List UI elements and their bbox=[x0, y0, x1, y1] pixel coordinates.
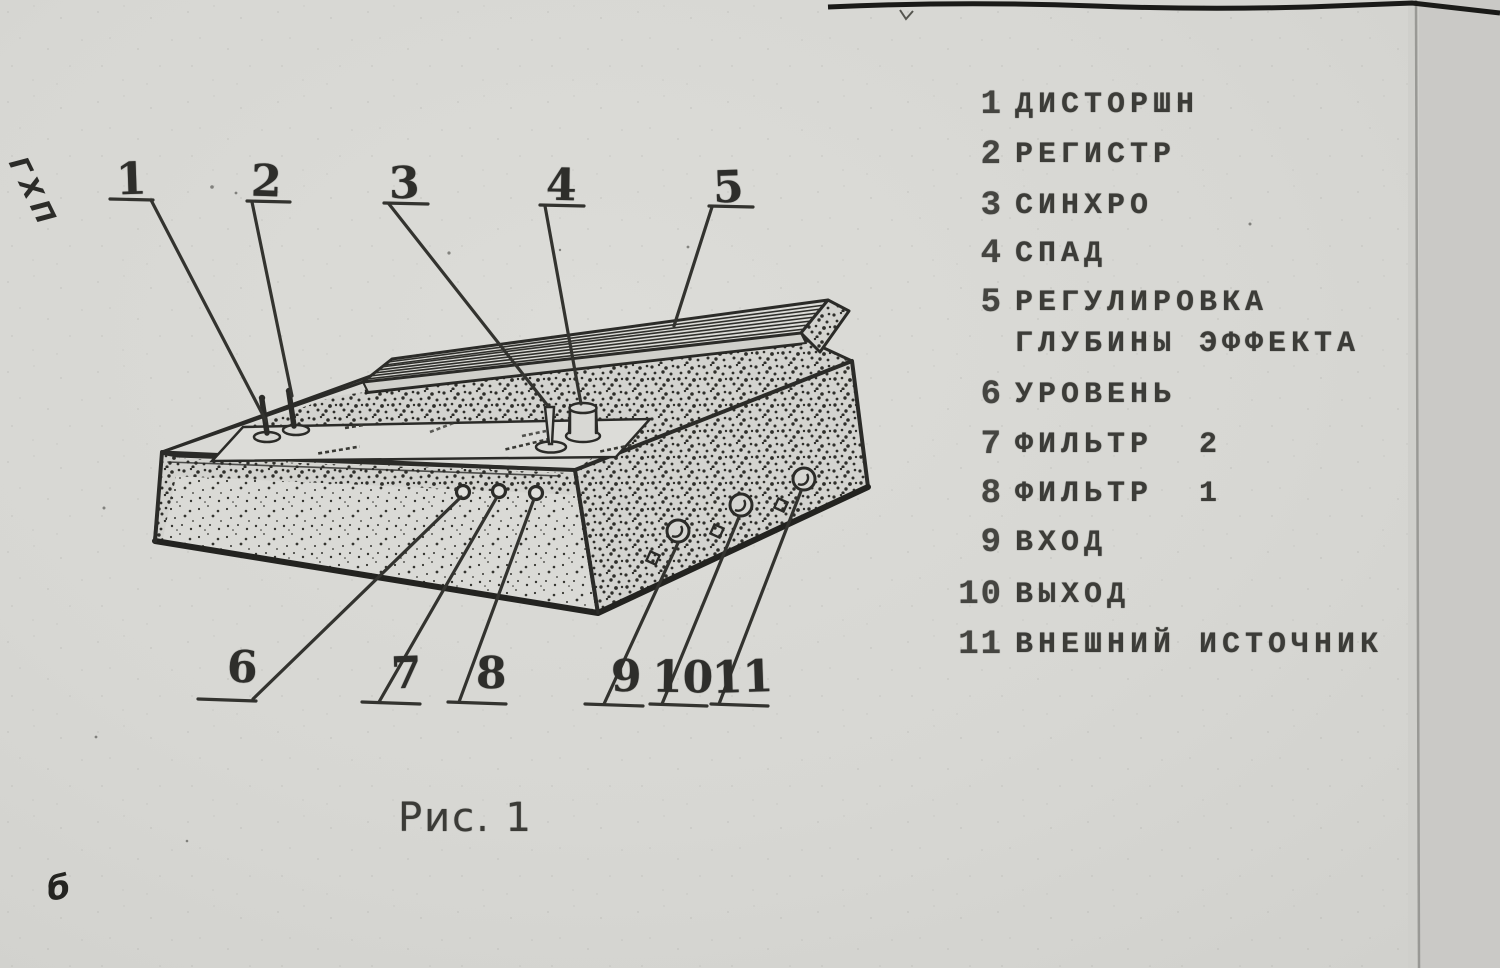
callout-number-4: 4 bbox=[545, 159, 578, 212]
legend-item-number: 11 bbox=[958, 626, 1003, 664]
legend-item-label: СИНХРО bbox=[1015, 189, 1154, 223]
legend-item-label-line2: ГЛУБИНЫ ЭФФЕКТА bbox=[1015, 327, 1361, 361]
legend-item-label: ДИСТОРШН bbox=[1015, 88, 1200, 122]
legend-item-label: ФИЛЬТР 1 bbox=[1015, 477, 1223, 511]
callout-7-bar bbox=[362, 702, 420, 704]
callout-8-bar bbox=[448, 702, 506, 704]
legend-item-label: СПАД bbox=[1015, 237, 1108, 271]
legend-row bbox=[945, 526, 1107, 567]
figure-caption: Рис. 1 bbox=[398, 795, 533, 841]
callout-number-9: 9 bbox=[610, 650, 643, 703]
legend-item-label: РЕГУЛИРОВКА bbox=[1015, 286, 1269, 320]
callout-number-3: 3 bbox=[388, 157, 421, 210]
callout-6-bar bbox=[198, 699, 256, 701]
legend-row bbox=[945, 286, 1360, 368]
hole-level-6 bbox=[457, 486, 470, 499]
legend-item-number: 5 bbox=[980, 284, 1003, 322]
legend-item-number: 7 bbox=[980, 426, 1003, 464]
callout-number-1: 1 bbox=[115, 153, 148, 206]
callout-number-11: 11 bbox=[711, 650, 775, 705]
callout-number-7: 7 bbox=[390, 647, 423, 700]
handwritten-page-number: б bbox=[44, 866, 73, 909]
legend-item-label: ВХОД bbox=[1015, 526, 1108, 560]
hole-filter1-8 bbox=[530, 487, 543, 500]
handwritten-note: ГХП bbox=[2, 152, 64, 234]
legend-row bbox=[945, 477, 1222, 518]
callout-number-6: 6 bbox=[226, 641, 259, 694]
callout-number-10: 10 bbox=[651, 651, 714, 704]
legend-item-number: 1 bbox=[980, 86, 1003, 124]
legend-row bbox=[945, 628, 1383, 669]
hole-filter2-7 bbox=[493, 485, 506, 498]
callout-number-5: 5 bbox=[712, 161, 745, 214]
legend-item-label: РЕГИСТР bbox=[1015, 138, 1177, 172]
legend-item-label: ФИЛЬТР 2 bbox=[1015, 428, 1223, 462]
legend-row bbox=[945, 428, 1222, 469]
callout-10-bar bbox=[650, 704, 707, 706]
legend-item-number: 4 bbox=[980, 235, 1003, 273]
legend-item-number: 2 bbox=[980, 136, 1003, 174]
legend-item-number: 3 bbox=[980, 187, 1003, 225]
legend-row bbox=[945, 88, 1199, 129]
legend-row bbox=[945, 578, 1130, 619]
callout-number-8: 8 bbox=[475, 647, 508, 700]
legend-row bbox=[945, 189, 1153, 230]
legend-row bbox=[945, 138, 1176, 179]
legend-row bbox=[945, 378, 1176, 419]
callout-number-2: 2 bbox=[250, 155, 283, 208]
legend-item-number: 6 bbox=[980, 376, 1003, 414]
legend-item-label: ВНЕШНИЙ ИСТОЧНИК bbox=[1015, 628, 1384, 662]
legend-item-label: УРОВЕНЬ bbox=[1015, 378, 1177, 412]
legend-item-number: 9 bbox=[980, 524, 1003, 562]
knob-switch-4 bbox=[566, 403, 600, 442]
legend-item-label: ВЫХОД bbox=[1015, 578, 1131, 612]
callout-9-bar bbox=[585, 704, 643, 706]
legend-item-number: 8 bbox=[980, 475, 1003, 513]
parts-legend bbox=[945, 0, 1415, 700]
legend-row bbox=[945, 237, 1107, 278]
legend-item-number: 10 bbox=[958, 576, 1003, 614]
